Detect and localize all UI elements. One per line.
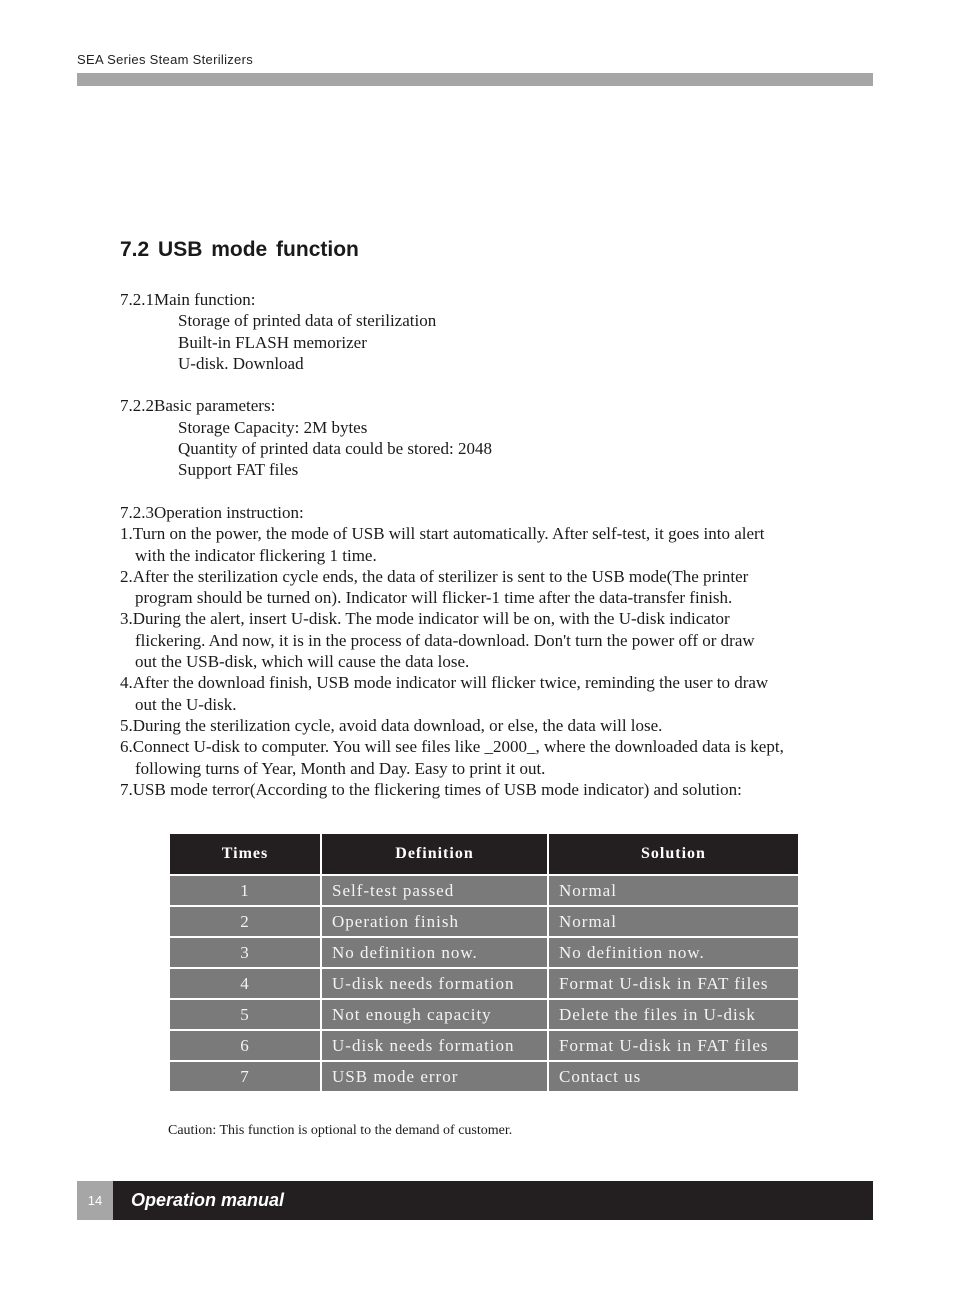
table-row [169,968,799,999]
operation-step-1: 1.Turn on the power, the mode of USB will start automatically. After self-test, it goes into alert [120,524,765,544]
page-number: 14 [77,1181,113,1220]
spacer [120,481,880,502]
cell-definition: Operation finish [321,906,548,937]
table-row [169,1030,799,1061]
cell-definition: No definition now. [321,937,548,968]
operation-step-2-cont: program should be turned on). Indicator will flicker-1 time after the data-transfer finish. [135,588,733,608]
spacer [120,374,880,395]
main-function-item: Built-in FLASH memorizer [178,332,367,352]
cell-times: 1 [169,875,321,906]
basic-parameter-item: Storage Capacity: 2M bytes [178,417,368,437]
operation-step-3-cont: out the USB-disk, which will cause the data lose. [135,652,470,672]
main-function-heading: 7.2.1Main function: [120,290,256,309]
section-title: 7.2 USB mode function [120,238,359,261]
main-function-item: U-disk. Download [178,353,304,373]
cell-definition: U-disk needs formation [321,968,548,999]
basic-parameter-item: Support FAT files [178,460,299,480]
cell-times: 3 [169,937,321,968]
running-header: SEA Series Steam Sterilizers [77,52,254,67]
operation-step-2: 2.After the sterilization cycle ends, the data of sterilizer is sent to the USB mode(The printer [120,566,749,586]
header-definition: Definition [321,833,548,875]
cell-solution: Normal [548,875,799,906]
operation-step-7: 7.USB mode terror(According to the flickering times of USB mode indicator) and solution: [120,779,742,799]
operation-step-3: 3.During the alert, insert U-disk. The mode indicator will be on, with the U-disk indicator [120,609,730,629]
operation-step-4: 4.After the download finish, USB mode indicator will flicker twice, reminding the user to draw [120,673,769,693]
cell-definition: U-disk needs formation [321,1030,548,1061]
operation-heading: 7.2.3Operation instruction: [120,502,304,522]
cell-definition: USB mode error [321,1061,548,1092]
cell-times: 2 [169,906,321,937]
table-row [169,1061,799,1092]
table-row [169,937,799,968]
operation-step-4-cont: out the U-disk. [135,694,237,714]
cell-times: 6 [169,1030,321,1061]
table-row [169,906,799,937]
operation-step-5: 5.During the sterilization cycle, avoid data download, or else, the data will lose. [120,715,663,735]
body-text [120,289,880,800]
cell-solution: Delete the files in U-disk [548,999,799,1030]
footer-label: Operation manual [113,1181,873,1220]
basic-parameters-heading: 7.2.2Basic parameters: [120,396,276,416]
cell-definition: Self-test passed [321,875,548,906]
table-header-row [169,833,799,875]
cell-times: 5 [169,999,321,1030]
cell-solution: Format U-disk in FAT files [548,968,799,999]
operation-step-3-cont: flickering. And now, it is in the process of data-download. Don't turn the power off or draw [135,630,755,650]
cell-solution: Normal [548,906,799,937]
caution-note: Caution: This function is optional to the demand of customer. [168,1123,513,1138]
header-times: Times [169,833,321,875]
cell-solution: Contact us [548,1061,799,1092]
header-solution: Solution [548,833,799,875]
cell-definition: Not enough capacity [321,999,548,1030]
main-function-item: Storage of printed data of sterilization [178,311,437,331]
error-table [168,832,800,1093]
cell-times: 7 [169,1061,321,1092]
operation-step-1-cont: with the indicator flickering 1 time. [135,545,377,565]
header-rule [77,73,873,86]
basic-parameter-item: Quantity of printed data could be stored: 2048 [178,439,492,459]
table-row [169,999,799,1030]
cell-times: 4 [169,968,321,999]
table-row [169,875,799,906]
cell-solution: No definition now. [548,937,799,968]
operation-step-6: 6.Connect U-disk to computer. You will see files like _2000_, where the downloaded data is kept, [120,737,784,757]
cell-solution: Format U-disk in FAT files [548,1030,799,1061]
operation-step-6-cont: following turns of Year, Month and Day. Easy to print it out. [135,758,546,778]
